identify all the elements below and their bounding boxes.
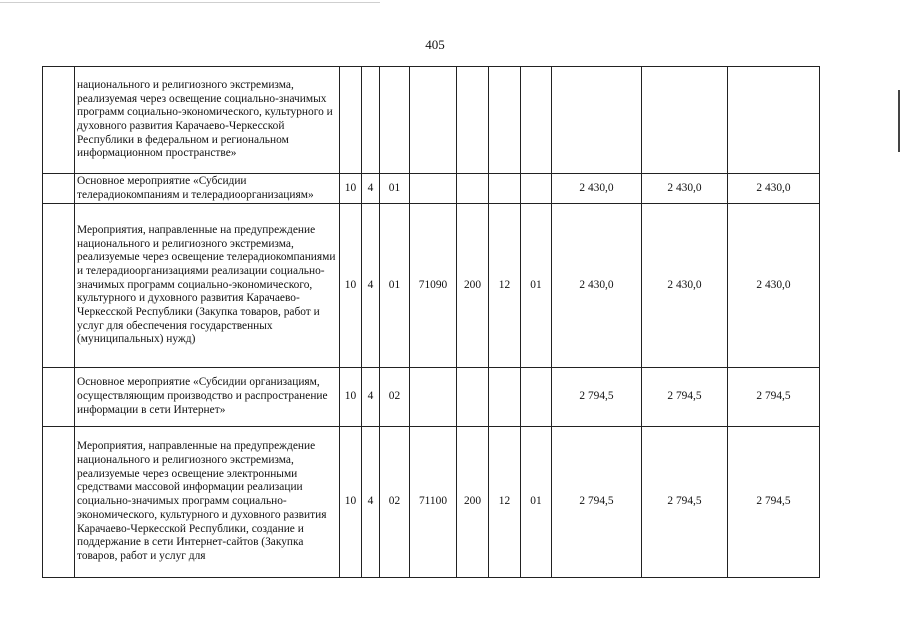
amount-cell — [552, 67, 642, 174]
code-cell — [521, 368, 552, 427]
amount-cell — [642, 67, 728, 174]
amount-cell: 2 794,5 — [552, 427, 642, 578]
amount-cell: 2 430,0 — [728, 204, 820, 368]
amount-cell: 2 794,5 — [728, 427, 820, 578]
code-cell — [457, 174, 489, 204]
code-cell: 200 — [457, 427, 489, 578]
code-cell: 10 — [340, 368, 362, 427]
code-cell: 01 — [380, 204, 410, 368]
code-cell: 02 — [380, 368, 410, 427]
code-cell: 10 — [340, 204, 362, 368]
code-cell — [380, 67, 410, 174]
amount-cell: 2 794,5 — [552, 368, 642, 427]
code-cell — [362, 67, 380, 174]
amount-cell: 2 794,5 — [642, 368, 728, 427]
row-number-cell — [43, 427, 75, 578]
budget-table — [42, 66, 820, 578]
code-cell — [489, 174, 521, 204]
code-cell — [489, 67, 521, 174]
amount-cell: 2 794,5 — [728, 368, 820, 427]
code-cell: 4 — [362, 174, 380, 204]
code-cell: 71090 — [410, 204, 457, 368]
code-cell — [489, 368, 521, 427]
scan-edge-line — [0, 2, 380, 3]
table-row — [43, 368, 820, 427]
page-number: 405 — [425, 37, 445, 52]
table-row — [43, 67, 820, 174]
code-cell: 01 — [380, 174, 410, 204]
row-number-cell — [43, 67, 75, 174]
code-cell: 4 — [362, 427, 380, 578]
row-number-cell — [43, 368, 75, 427]
scan-margin-mark — [898, 90, 900, 152]
code-cell: 01 — [521, 427, 552, 578]
row-name: Основное мероприятие «Субсидии телерадиокомпаниям и телерадиоорганизациям» — [75, 174, 340, 204]
code-cell — [457, 67, 489, 174]
code-cell: 01 — [521, 204, 552, 368]
amount-cell: 2 430,0 — [728, 174, 820, 204]
row-name: Основное мероприятие «Субсидии организациям, осуществляющим производство и распространение информации в сети Интернет» — [75, 368, 340, 427]
code-cell: 71100 — [410, 427, 457, 578]
code-cell: 4 — [362, 204, 380, 368]
code-cell — [410, 368, 457, 427]
code-cell: 12 — [489, 204, 521, 368]
code-cell: 02 — [380, 427, 410, 578]
code-cell — [410, 174, 457, 204]
amount-cell — [728, 67, 820, 174]
code-cell — [410, 67, 457, 174]
row-name: Мероприятия, направленные на предупреждение национального и религиозного экстремизма, реализуемые через освещение электронными средствами массовой информации реализации социально-значимых программ социально-экономического, культурного и духовного развития Карачаево-Черкесской Республики, создание и поддержание в сети Интернет-сайтов (Закупка товаров, работ и услуг для — [75, 427, 340, 578]
amount-cell: 2 794,5 — [642, 427, 728, 578]
code-cell — [521, 174, 552, 204]
code-cell — [521, 67, 552, 174]
amount-cell: 2 430,0 — [642, 204, 728, 368]
row-name: Мероприятия, направленные на предупреждение национального и религиозного экстремизма, реализуемые через освещение телерадиокомпаниями и телерадиоорганизациями реализации социально-значимых программ социально-экономического, культурного и духовного развития Карачаево-Черкесской Республики (Закупка товаров, работ и услуг для обеспечения государственных (муниципальных) нужд) — [75, 204, 340, 368]
row-number-cell — [43, 204, 75, 368]
code-cell — [340, 67, 362, 174]
amount-cell: 2 430,0 — [552, 204, 642, 368]
code-cell: 10 — [340, 174, 362, 204]
table-row — [43, 427, 820, 578]
row-name: национального и религиозного экстремизма, реализуемая через освещение социально-значимых программ социально-экономического, культурного и духовного развития Карачаево-Черкесской Республики в федеральном и региональном информационном пространстве» — [75, 67, 340, 174]
code-cell — [457, 368, 489, 427]
code-cell: 4 — [362, 368, 380, 427]
code-cell: 12 — [489, 427, 521, 578]
row-number-cell — [43, 174, 75, 204]
table-row — [43, 174, 820, 204]
amount-cell: 2 430,0 — [552, 174, 642, 204]
table-row — [43, 204, 820, 368]
code-cell: 200 — [457, 204, 489, 368]
code-cell: 10 — [340, 427, 362, 578]
amount-cell: 2 430,0 — [642, 174, 728, 204]
